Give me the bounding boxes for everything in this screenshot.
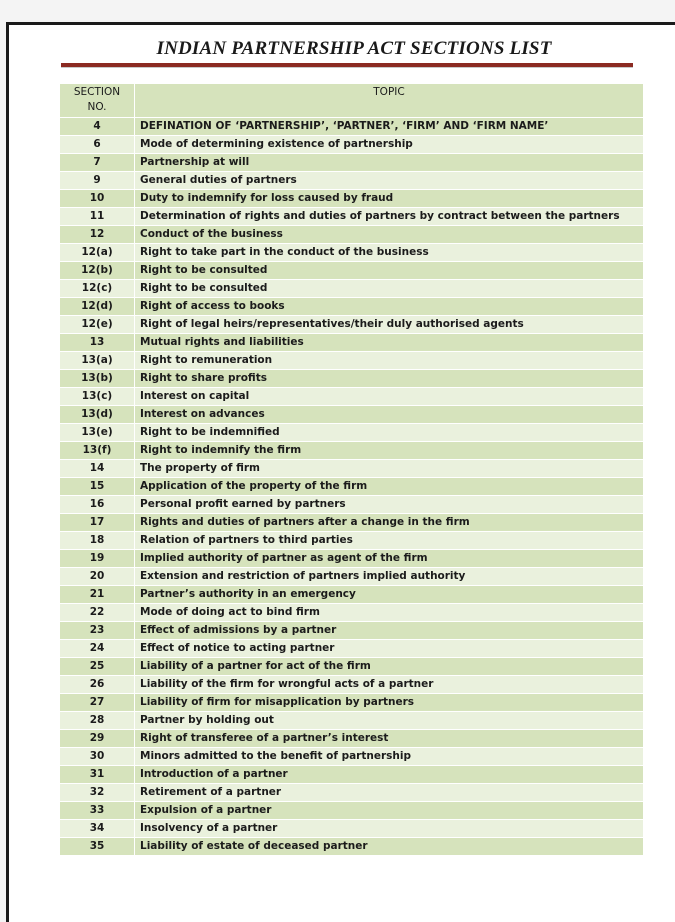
table-row: [60, 388, 644, 406]
section-number-cell: 28: [60, 712, 135, 730]
section-column-header: [60, 84, 135, 118]
table-row: [60, 424, 644, 442]
topic-cell: Interest on capital: [135, 388, 644, 406]
section-number-cell: 12(a): [60, 244, 135, 262]
topic-cell: Right to take part in the conduct of the business: [135, 244, 644, 262]
table-row: [60, 406, 644, 424]
topic-cell: Liability of estate of deceased partner: [135, 838, 644, 856]
document-page: [6, 22, 675, 922]
topic-cell: General duties of partners: [135, 172, 644, 190]
table-row: [60, 208, 644, 226]
section-number-cell: 16: [60, 496, 135, 514]
table-row: [60, 586, 644, 604]
table-row: [60, 280, 644, 298]
topic-column-header: TOPIC: [135, 84, 644, 118]
section-number-cell: 12(e): [60, 316, 135, 334]
topic-cell: Right to share profits: [135, 370, 644, 388]
section-number-cell: 30: [60, 748, 135, 766]
topic-cell: Liability of firm for misapplication by partners: [135, 694, 644, 712]
section-number-cell: 20: [60, 568, 135, 586]
table-row: [60, 766, 644, 784]
section-number-cell: 23: [60, 622, 135, 640]
table-row: [60, 244, 644, 262]
document-title: INDIAN PARTNERSHIP ACT SECTIONS LIST: [156, 38, 552, 59]
topic-cell: Right of access to books: [135, 298, 644, 316]
section-number-cell: 13(e): [60, 424, 135, 442]
table-row: [60, 640, 644, 658]
section-number-cell: 15: [60, 478, 135, 496]
table-row: [60, 262, 644, 280]
section-number-cell: 13(c): [60, 388, 135, 406]
section-header-line2: NO.: [87, 101, 107, 113]
table-row: [60, 784, 644, 802]
table-row: [60, 748, 644, 766]
topic-cell: Right to be indemnified: [135, 424, 644, 442]
section-number-cell: 34: [60, 820, 135, 838]
table-row: [60, 190, 644, 208]
topic-cell: Effect of notice to acting partner: [135, 640, 644, 658]
topic-cell: Right to remuneration: [135, 352, 644, 370]
topic-cell: Right to indemnify the firm: [135, 442, 644, 460]
table-row: [60, 514, 644, 532]
topic-cell: Expulsion of a partner: [135, 802, 644, 820]
table-row: [60, 334, 644, 352]
section-number-cell: 12: [60, 226, 135, 244]
table-row: [60, 478, 644, 496]
topic-cell: Liability of the firm for wrongful acts of a partner: [135, 676, 644, 694]
table-header-row: [60, 84, 644, 118]
table-row: [60, 802, 644, 820]
section-number-cell: 13(b): [60, 370, 135, 388]
section-number-cell: 27: [60, 694, 135, 712]
topic-cell: Right of transferee of a partner’s interest: [135, 730, 644, 748]
section-number-cell: 24: [60, 640, 135, 658]
topic-cell: Mode of determining existence of partnership: [135, 136, 644, 154]
table-row: [60, 118, 644, 136]
topic-cell: Determination of rights and duties of partners by contract between the partners: [135, 208, 644, 226]
table-row: [60, 442, 644, 460]
topic-cell: Implied authority of partner as agent of the firm: [135, 550, 644, 568]
section-number-cell: 6: [60, 136, 135, 154]
table-row: [60, 658, 644, 676]
section-number-cell: 14: [60, 460, 135, 478]
table-row: [60, 730, 644, 748]
topic-cell: Application of the property of the firm: [135, 478, 644, 496]
topic-cell: The property of firm: [135, 460, 644, 478]
section-number-cell: 13(d): [60, 406, 135, 424]
topic-cell: Conduct of the business: [135, 226, 644, 244]
section-number-cell: 19: [60, 550, 135, 568]
table-row: [60, 352, 644, 370]
topic-cell: DEFINATION OF ‘PARTNERSHIP’, ‘PARTNER’, ‘FIRM’ AND ‘FIRM NAME’: [135, 118, 644, 136]
table-row: [60, 568, 644, 586]
topic-cell: Right of legal heirs/representatives/their duly authorised agents: [135, 316, 644, 334]
section-number-cell: 25: [60, 658, 135, 676]
topic-cell: Introduction of a partner: [135, 766, 644, 784]
section-number-cell: 21: [60, 586, 135, 604]
topic-cell: Liability of a partner for act of the firm: [135, 658, 644, 676]
topic-cell: Relation of partners to third parties: [135, 532, 644, 550]
section-number-cell: 29: [60, 730, 135, 748]
section-number-cell: 22: [60, 604, 135, 622]
section-number-cell: 11: [60, 208, 135, 226]
topic-cell: Partner by holding out: [135, 712, 644, 730]
section-number-cell: 12(b): [60, 262, 135, 280]
topic-cell: Minors admitted to the benefit of partnership: [135, 748, 644, 766]
section-number-cell: 7: [60, 154, 135, 172]
section-number-cell: 9: [60, 172, 135, 190]
sections-table: [59, 83, 644, 856]
topic-cell: Right to be consulted: [135, 280, 644, 298]
topic-cell: Partner’s authority in an emergency: [135, 586, 644, 604]
topic-cell: Mode of doing act to bind firm: [135, 604, 644, 622]
topic-cell: Duty to indemnify for loss caused by fraud: [135, 190, 644, 208]
section-number-cell: 4: [60, 118, 135, 136]
table-row: [60, 604, 644, 622]
section-number-cell: 13(f): [60, 442, 135, 460]
section-number-cell: 26: [60, 676, 135, 694]
table-row: [60, 550, 644, 568]
section-number-cell: 31: [60, 766, 135, 784]
table-row: [60, 172, 644, 190]
section-number-cell: 33: [60, 802, 135, 820]
section-number-cell: 13(a): [60, 352, 135, 370]
table-row: [60, 316, 644, 334]
table-row: [60, 532, 644, 550]
table-row: [60, 460, 644, 478]
topic-cell: Retirement of a partner: [135, 784, 644, 802]
section-number-cell: 32: [60, 784, 135, 802]
table-row: [60, 136, 644, 154]
section-number-cell: 17: [60, 514, 135, 532]
section-number-cell: 10: [60, 190, 135, 208]
topic-cell: Partnership at will: [135, 154, 644, 172]
table-row: [60, 298, 644, 316]
section-header-line1: SECTION: [73, 86, 121, 98]
table-row: [60, 820, 644, 838]
topic-cell: Rights and duties of partners after a change in the firm: [135, 514, 644, 532]
table-row: [60, 154, 644, 172]
table-row: [60, 838, 644, 856]
table-row: [60, 370, 644, 388]
topic-cell: Right to be consulted: [135, 262, 644, 280]
topic-cell: Effect of admissions by a partner: [135, 622, 644, 640]
table-row: [60, 226, 644, 244]
topic-cell: Insolvency of a partner: [135, 820, 644, 838]
table-row: [60, 676, 644, 694]
topic-cell: Mutual rights and liabilities: [135, 334, 644, 352]
title-underline: [61, 63, 633, 68]
section-number-cell: 18: [60, 532, 135, 550]
section-number-cell: 12(d): [60, 298, 135, 316]
table-row: [60, 496, 644, 514]
section-number-cell: 35: [60, 838, 135, 856]
table-row: [60, 622, 644, 640]
section-number-cell: 13: [60, 334, 135, 352]
section-number-cell: 12(c): [60, 280, 135, 298]
topic-cell: Interest on advances: [135, 406, 644, 424]
topic-cell: Personal profit earned by partners: [135, 496, 644, 514]
table-row: [60, 694, 644, 712]
table-row: [60, 712, 644, 730]
table-body: [60, 118, 644, 856]
topic-cell: Extension and restriction of partners implied authority: [135, 568, 644, 586]
